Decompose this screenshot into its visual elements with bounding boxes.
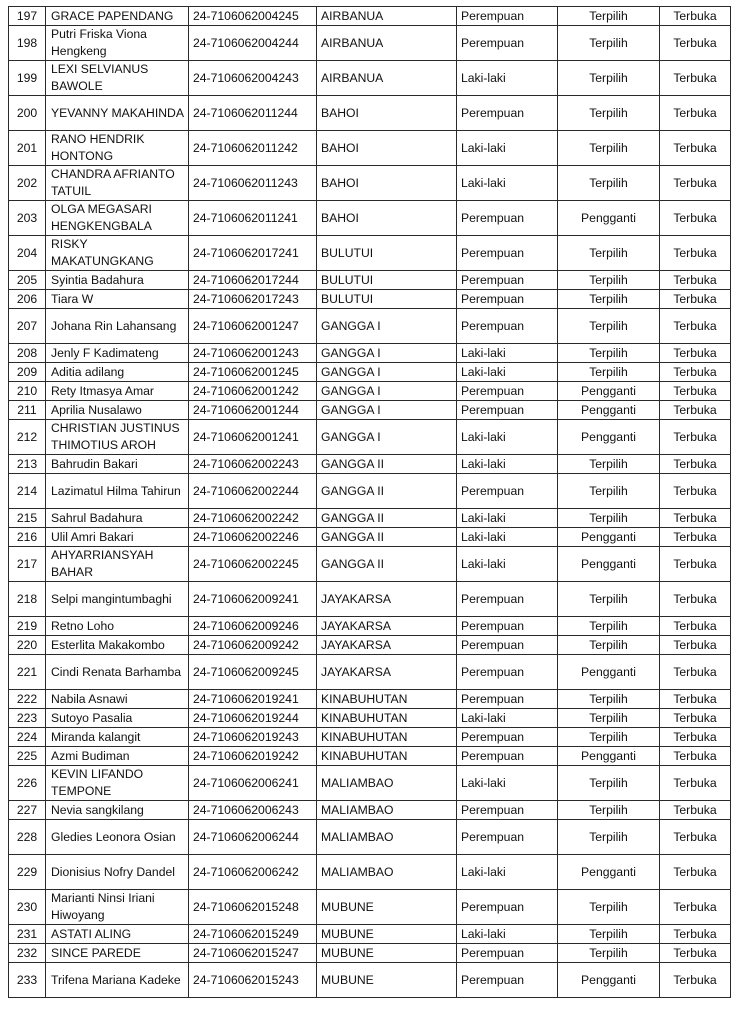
selection-status: Terpilih bbox=[558, 509, 660, 528]
gender-cell: Perempuan bbox=[457, 290, 558, 309]
remark-cell: Terbuka bbox=[660, 166, 731, 201]
selection-status: Pengganti bbox=[558, 855, 660, 890]
registration-number: 24-7106062019242 bbox=[189, 747, 317, 766]
remark-cell: Terbuka bbox=[660, 201, 731, 236]
selection-status: Terpilih bbox=[558, 61, 660, 96]
selection-status: Pengganti bbox=[558, 547, 660, 582]
table-row bbox=[9, 96, 731, 131]
remark-cell: Terbuka bbox=[660, 728, 731, 747]
candidate-name: AHYARRIANSYAH BAHAR bbox=[46, 547, 189, 582]
candidate-name: Retno Loho bbox=[46, 617, 189, 636]
registration-number: 24-7106062002244 bbox=[189, 474, 317, 509]
table-row bbox=[9, 820, 731, 855]
candidate-name: RISKY MAKATUNGKANG bbox=[46, 236, 189, 271]
row-number: 200 bbox=[9, 96, 46, 131]
remark-cell: Terbuka bbox=[660, 801, 731, 820]
gender-cell: Perempuan bbox=[457, 636, 558, 655]
registration-number: 24-7106062001244 bbox=[189, 401, 317, 420]
selection-status: Terpilih bbox=[558, 363, 660, 382]
registration-number: 24-7106062006241 bbox=[189, 766, 317, 801]
selection-status: Terpilih bbox=[558, 26, 660, 61]
gender-cell: Perempuan bbox=[457, 236, 558, 271]
selection-status: Terpilih bbox=[558, 766, 660, 801]
village-name: JAYAKARSA bbox=[317, 582, 457, 617]
village-name: BULUTUI bbox=[317, 271, 457, 290]
candidate-name: Sahrul Badahura bbox=[46, 509, 189, 528]
remark-cell: Terbuka bbox=[660, 766, 731, 801]
table-row bbox=[9, 131, 731, 166]
gender-cell: Perempuan bbox=[457, 309, 558, 344]
gender-cell: Perempuan bbox=[457, 401, 558, 420]
table-row bbox=[9, 382, 731, 401]
row-number: 231 bbox=[9, 925, 46, 944]
row-number: 201 bbox=[9, 131, 46, 166]
table-row bbox=[9, 271, 731, 290]
row-number: 222 bbox=[9, 690, 46, 709]
registration-number: 24-7106062011242 bbox=[189, 131, 317, 166]
remark-cell: Terbuka bbox=[660, 582, 731, 617]
selection-status: Terpilih bbox=[558, 801, 660, 820]
registration-number: 24-7106062015248 bbox=[189, 890, 317, 925]
candidate-name: Azmi Budiman bbox=[46, 747, 189, 766]
selection-status: Terpilih bbox=[558, 7, 660, 26]
gender-cell: Perempuan bbox=[457, 617, 558, 636]
table-row bbox=[9, 801, 731, 820]
row-number: 221 bbox=[9, 655, 46, 690]
row-number: 210 bbox=[9, 382, 46, 401]
candidate-name: Sutoyo Pasalia bbox=[46, 709, 189, 728]
remark-cell: Terbuka bbox=[660, 655, 731, 690]
row-number: 233 bbox=[9, 963, 46, 998]
village-name: KINABUHUTAN bbox=[317, 690, 457, 709]
table-row bbox=[9, 528, 731, 547]
table-row bbox=[9, 655, 731, 690]
selection-status: Terpilih bbox=[558, 166, 660, 201]
gender-cell: Perempuan bbox=[457, 7, 558, 26]
registration-number: 24-7106062011241 bbox=[189, 201, 317, 236]
remark-cell: Terbuka bbox=[660, 344, 731, 363]
gender-cell: Perempuan bbox=[457, 382, 558, 401]
candidate-name: Ulil Amri Bakari bbox=[46, 528, 189, 547]
candidate-name: CHRISTIAN JUSTINUS THIMOTIUS AROH bbox=[46, 420, 189, 455]
selection-status: Pengganti bbox=[558, 201, 660, 236]
remark-cell: Terbuka bbox=[660, 925, 731, 944]
registration-number: 24-7106062002243 bbox=[189, 455, 317, 474]
selection-status: Terpilih bbox=[558, 690, 660, 709]
village-name: AIRBANUA bbox=[317, 26, 457, 61]
candidate-name: ASTATI ALING bbox=[46, 925, 189, 944]
registration-number: 24-7106062006243 bbox=[189, 801, 317, 820]
gender-cell: Perempuan bbox=[457, 820, 558, 855]
selection-status: Terpilih bbox=[558, 582, 660, 617]
candidate-table bbox=[8, 6, 731, 998]
selection-status: Pengganti bbox=[558, 420, 660, 455]
row-number: 229 bbox=[9, 855, 46, 890]
row-number: 204 bbox=[9, 236, 46, 271]
candidate-name: LEXI SELVIANUS BAWOLE bbox=[46, 61, 189, 96]
gender-cell: Perempuan bbox=[457, 963, 558, 998]
village-name: GANGGA I bbox=[317, 401, 457, 420]
selection-status: Terpilih bbox=[558, 636, 660, 655]
remark-cell: Terbuka bbox=[660, 401, 731, 420]
selection-status: Terpilih bbox=[558, 820, 660, 855]
selection-status: Terpilih bbox=[558, 944, 660, 963]
gender-cell: Laki-laki bbox=[457, 766, 558, 801]
table-row bbox=[9, 709, 731, 728]
selection-status: Terpilih bbox=[558, 455, 660, 474]
row-number: 215 bbox=[9, 509, 46, 528]
row-number: 218 bbox=[9, 582, 46, 617]
gender-cell: Laki-laki bbox=[457, 344, 558, 363]
candidate-name: Putri Friska Viona Hengkeng bbox=[46, 26, 189, 61]
row-number: 202 bbox=[9, 166, 46, 201]
village-name: GANGGA II bbox=[317, 455, 457, 474]
remark-cell: Terbuka bbox=[660, 382, 731, 401]
table-row bbox=[9, 855, 731, 890]
registration-number: 24-7106062015247 bbox=[189, 944, 317, 963]
table-row bbox=[9, 344, 731, 363]
gender-cell: Perempuan bbox=[457, 582, 558, 617]
village-name: JAYAKARSA bbox=[317, 617, 457, 636]
village-name: MALIAMBAO bbox=[317, 766, 457, 801]
selection-status: Terpilih bbox=[558, 474, 660, 509]
selection-status: Terpilih bbox=[558, 271, 660, 290]
village-name: GANGGA II bbox=[317, 547, 457, 582]
selection-status: Terpilih bbox=[558, 709, 660, 728]
gender-cell: Laki-laki bbox=[457, 509, 558, 528]
village-name: AIRBANUA bbox=[317, 61, 457, 96]
registration-number: 24-7106062001242 bbox=[189, 382, 317, 401]
row-number: 232 bbox=[9, 944, 46, 963]
row-number: 225 bbox=[9, 747, 46, 766]
candidate-table-body bbox=[9, 7, 731, 998]
table-row bbox=[9, 236, 731, 271]
village-name: GANGGA I bbox=[317, 382, 457, 401]
row-number: 224 bbox=[9, 728, 46, 747]
remark-cell: Terbuka bbox=[660, 963, 731, 998]
registration-number: 24-7106062006244 bbox=[189, 820, 317, 855]
registration-number: 24-7106062002242 bbox=[189, 509, 317, 528]
candidate-name: Miranda kalangit bbox=[46, 728, 189, 747]
remark-cell: Terbuka bbox=[660, 26, 731, 61]
village-name: JAYAKARSA bbox=[317, 655, 457, 690]
row-number: 213 bbox=[9, 455, 46, 474]
candidate-name: Lazimatul Hilma Tahirun bbox=[46, 474, 189, 509]
gender-cell: Laki-laki bbox=[457, 547, 558, 582]
selection-status: Terpilih bbox=[558, 890, 660, 925]
gender-cell: Laki-laki bbox=[457, 925, 558, 944]
village-name: MALIAMBAO bbox=[317, 820, 457, 855]
gender-cell: Laki-laki bbox=[457, 455, 558, 474]
registration-number: 24-7106062011243 bbox=[189, 166, 317, 201]
table-row bbox=[9, 309, 731, 344]
candidate-name: Johana Rin Lahansang bbox=[46, 309, 189, 344]
gender-cell: Perempuan bbox=[457, 728, 558, 747]
candidate-name: Nabila Asnawi bbox=[46, 690, 189, 709]
candidate-name: Marianti Ninsi Iriani Hiwoyang bbox=[46, 890, 189, 925]
row-number: 208 bbox=[9, 344, 46, 363]
row-number: 206 bbox=[9, 290, 46, 309]
remark-cell: Terbuka bbox=[660, 747, 731, 766]
gender-cell: Perempuan bbox=[457, 801, 558, 820]
candidate-list-sheet bbox=[8, 6, 731, 998]
selection-status: Pengganti bbox=[558, 401, 660, 420]
village-name: MUBUNE bbox=[317, 925, 457, 944]
remark-cell: Terbuka bbox=[660, 547, 731, 582]
table-row bbox=[9, 363, 731, 382]
village-name: KINABUHUTAN bbox=[317, 728, 457, 747]
gender-cell: Perempuan bbox=[457, 96, 558, 131]
table-row bbox=[9, 201, 731, 236]
row-number: 226 bbox=[9, 766, 46, 801]
candidate-name: Selpi mangintumbaghi bbox=[46, 582, 189, 617]
remark-cell: Terbuka bbox=[660, 690, 731, 709]
selection-status: Terpilih bbox=[558, 925, 660, 944]
village-name: MUBUNE bbox=[317, 944, 457, 963]
row-number: 228 bbox=[9, 820, 46, 855]
candidate-name: Cindi Renata Barhamba bbox=[46, 655, 189, 690]
table-row bbox=[9, 7, 731, 26]
village-name: AIRBANUA bbox=[317, 7, 457, 26]
candidate-name: Nevia sangkilang bbox=[46, 801, 189, 820]
village-name: GANGGA I bbox=[317, 363, 457, 382]
table-row bbox=[9, 617, 731, 636]
candidate-name: Syintia Badahura bbox=[46, 271, 189, 290]
gender-cell: Laki-laki bbox=[457, 709, 558, 728]
table-row bbox=[9, 747, 731, 766]
registration-number: 24-7106062004245 bbox=[189, 7, 317, 26]
village-name: GANGGA II bbox=[317, 474, 457, 509]
row-number: 209 bbox=[9, 363, 46, 382]
registration-number: 24-7106062009246 bbox=[189, 617, 317, 636]
row-number: 211 bbox=[9, 401, 46, 420]
row-number: 199 bbox=[9, 61, 46, 96]
row-number: 214 bbox=[9, 474, 46, 509]
registration-number: 24-7106062017244 bbox=[189, 271, 317, 290]
gender-cell: Laki-laki bbox=[457, 855, 558, 890]
table-row bbox=[9, 166, 731, 201]
village-name: GANGGA II bbox=[317, 528, 457, 547]
village-name: KINABUHUTAN bbox=[317, 747, 457, 766]
candidate-name: Jenly F Kadimateng bbox=[46, 344, 189, 363]
row-number: 230 bbox=[9, 890, 46, 925]
table-row bbox=[9, 420, 731, 455]
selection-status: Pengganti bbox=[558, 382, 660, 401]
selection-status: Terpilih bbox=[558, 131, 660, 166]
village-name: MALIAMBAO bbox=[317, 855, 457, 890]
remark-cell: Terbuka bbox=[660, 509, 731, 528]
remark-cell: Terbuka bbox=[660, 528, 731, 547]
village-name: BAHOI bbox=[317, 201, 457, 236]
table-row bbox=[9, 455, 731, 474]
remark-cell: Terbuka bbox=[660, 855, 731, 890]
registration-number: 24-7106062015249 bbox=[189, 925, 317, 944]
candidate-name: CHANDRA AFRIANTO TATUIL bbox=[46, 166, 189, 201]
registration-number: 24-7106062017243 bbox=[189, 290, 317, 309]
candidate-name: Rety Itmasya Amar bbox=[46, 382, 189, 401]
village-name: MUBUNE bbox=[317, 890, 457, 925]
village-name: KINABUHUTAN bbox=[317, 709, 457, 728]
row-number: 223 bbox=[9, 709, 46, 728]
row-number: 219 bbox=[9, 617, 46, 636]
table-row bbox=[9, 690, 731, 709]
selection-status: Pengganti bbox=[558, 528, 660, 547]
gender-cell: Perempuan bbox=[457, 944, 558, 963]
registration-number: 24-7106062001245 bbox=[189, 363, 317, 382]
registration-number: 24-7106062002246 bbox=[189, 528, 317, 547]
selection-status: Terpilih bbox=[558, 728, 660, 747]
remark-cell: Terbuka bbox=[660, 290, 731, 309]
candidate-name: YEVANNY MAKAHINDA bbox=[46, 96, 189, 131]
remark-cell: Terbuka bbox=[660, 617, 731, 636]
village-name: GANGGA I bbox=[317, 309, 457, 344]
remark-cell: Terbuka bbox=[660, 474, 731, 509]
remark-cell: Terbuka bbox=[660, 96, 731, 131]
selection-status: Pengganti bbox=[558, 655, 660, 690]
row-number: 197 bbox=[9, 7, 46, 26]
candidate-name: Bahrudin Bakari bbox=[46, 455, 189, 474]
row-number: 212 bbox=[9, 420, 46, 455]
remark-cell: Terbuka bbox=[660, 131, 731, 166]
candidate-name: SINCE PAREDE bbox=[46, 944, 189, 963]
registration-number: 24-7106062002245 bbox=[189, 547, 317, 582]
registration-number: 24-7106062004243 bbox=[189, 61, 317, 96]
registration-number: 24-7106062001241 bbox=[189, 420, 317, 455]
candidate-name: Esterlita Makakombo bbox=[46, 636, 189, 655]
registration-number: 24-7106062015243 bbox=[189, 963, 317, 998]
gender-cell: Perempuan bbox=[457, 690, 558, 709]
village-name: BAHOI bbox=[317, 131, 457, 166]
candidate-name: OLGA MEGASARI HENGKENGBALA bbox=[46, 201, 189, 236]
gender-cell: Perempuan bbox=[457, 474, 558, 509]
row-number: 205 bbox=[9, 271, 46, 290]
remark-cell: Terbuka bbox=[660, 363, 731, 382]
village-name: GANGGA I bbox=[317, 344, 457, 363]
candidate-name: KEVIN LIFANDO TEMPONE bbox=[46, 766, 189, 801]
remark-cell: Terbuka bbox=[660, 236, 731, 271]
registration-number: 24-7106062017241 bbox=[189, 236, 317, 271]
registration-number: 24-7106062001247 bbox=[189, 309, 317, 344]
row-number: 216 bbox=[9, 528, 46, 547]
candidate-name: Tiara W bbox=[46, 290, 189, 309]
gender-cell: Laki-laki bbox=[457, 420, 558, 455]
selection-status: Terpilih bbox=[558, 617, 660, 636]
village-name: GANGGA II bbox=[317, 509, 457, 528]
table-row bbox=[9, 290, 731, 309]
remark-cell: Terbuka bbox=[660, 944, 731, 963]
candidate-name: RANO HENDRIK HONTONG bbox=[46, 131, 189, 166]
table-row bbox=[9, 509, 731, 528]
registration-number: 24-7106062004244 bbox=[189, 26, 317, 61]
selection-status: Pengganti bbox=[558, 963, 660, 998]
table-row bbox=[9, 890, 731, 925]
gender-cell: Perempuan bbox=[457, 26, 558, 61]
row-number: 227 bbox=[9, 801, 46, 820]
gender-cell: Perempuan bbox=[457, 201, 558, 236]
remark-cell: Terbuka bbox=[660, 455, 731, 474]
gender-cell: Laki-laki bbox=[457, 166, 558, 201]
remark-cell: Terbuka bbox=[660, 309, 731, 344]
gender-cell: Laki-laki bbox=[457, 528, 558, 547]
village-name: BULUTUI bbox=[317, 290, 457, 309]
gender-cell: Laki-laki bbox=[457, 61, 558, 96]
table-row bbox=[9, 925, 731, 944]
registration-number: 24-7106062019244 bbox=[189, 709, 317, 728]
candidate-name: Gledies Leonora Osian bbox=[46, 820, 189, 855]
gender-cell: Perempuan bbox=[457, 271, 558, 290]
table-row bbox=[9, 728, 731, 747]
village-name: BAHOI bbox=[317, 96, 457, 131]
remark-cell: Terbuka bbox=[660, 61, 731, 96]
selection-status: Terpilih bbox=[558, 309, 660, 344]
registration-number: 24-7106062019243 bbox=[189, 728, 317, 747]
registration-number: 24-7106062011244 bbox=[189, 96, 317, 131]
remark-cell: Terbuka bbox=[660, 890, 731, 925]
candidate-name: Aprilia Nusalawo bbox=[46, 401, 189, 420]
remark-cell: Terbuka bbox=[660, 420, 731, 455]
candidate-name: Dionisius Nofry Dandel bbox=[46, 855, 189, 890]
village-name: BAHOI bbox=[317, 166, 457, 201]
remark-cell: Terbuka bbox=[660, 709, 731, 728]
village-name: JAYAKARSA bbox=[317, 636, 457, 655]
selection-status: Terpilih bbox=[558, 96, 660, 131]
registration-number: 24-7106062009241 bbox=[189, 582, 317, 617]
gender-cell: Laki-laki bbox=[457, 363, 558, 382]
row-number: 217 bbox=[9, 547, 46, 582]
village-name: GANGGA I bbox=[317, 420, 457, 455]
row-number: 198 bbox=[9, 26, 46, 61]
village-name: MUBUNE bbox=[317, 963, 457, 998]
table-row bbox=[9, 401, 731, 420]
remark-cell: Terbuka bbox=[660, 271, 731, 290]
registration-number: 24-7106062001243 bbox=[189, 344, 317, 363]
candidate-name: GRACE PAPENDANG bbox=[46, 7, 189, 26]
gender-cell: Laki-laki bbox=[457, 131, 558, 166]
table-row bbox=[9, 26, 731, 61]
remark-cell: Terbuka bbox=[660, 820, 731, 855]
selection-status: Terpilih bbox=[558, 236, 660, 271]
candidate-name: Trifena Mariana Kadeke bbox=[46, 963, 189, 998]
row-number: 203 bbox=[9, 201, 46, 236]
gender-cell: Perempuan bbox=[457, 890, 558, 925]
table-row bbox=[9, 61, 731, 96]
table-row bbox=[9, 582, 731, 617]
table-row bbox=[9, 963, 731, 998]
row-number: 207 bbox=[9, 309, 46, 344]
table-row bbox=[9, 474, 731, 509]
selection-status: Pengganti bbox=[558, 747, 660, 766]
remark-cell: Terbuka bbox=[660, 636, 731, 655]
selection-status: Terpilih bbox=[558, 344, 660, 363]
table-row bbox=[9, 944, 731, 963]
registration-number: 24-7106062009242 bbox=[189, 636, 317, 655]
gender-cell: Perempuan bbox=[457, 655, 558, 690]
table-row bbox=[9, 636, 731, 655]
gender-cell: Perempuan bbox=[457, 747, 558, 766]
remark-cell: Terbuka bbox=[660, 7, 731, 26]
village-name: MALIAMBAO bbox=[317, 801, 457, 820]
candidate-name: Aditia adilang bbox=[46, 363, 189, 382]
selection-status: Terpilih bbox=[558, 290, 660, 309]
village-name: BULUTUI bbox=[317, 236, 457, 271]
registration-number: 24-7106062009245 bbox=[189, 655, 317, 690]
table-row bbox=[9, 766, 731, 801]
registration-number: 24-7106062006242 bbox=[189, 855, 317, 890]
table-row bbox=[9, 547, 731, 582]
registration-number: 24-7106062019241 bbox=[189, 690, 317, 709]
row-number: 220 bbox=[9, 636, 46, 655]
